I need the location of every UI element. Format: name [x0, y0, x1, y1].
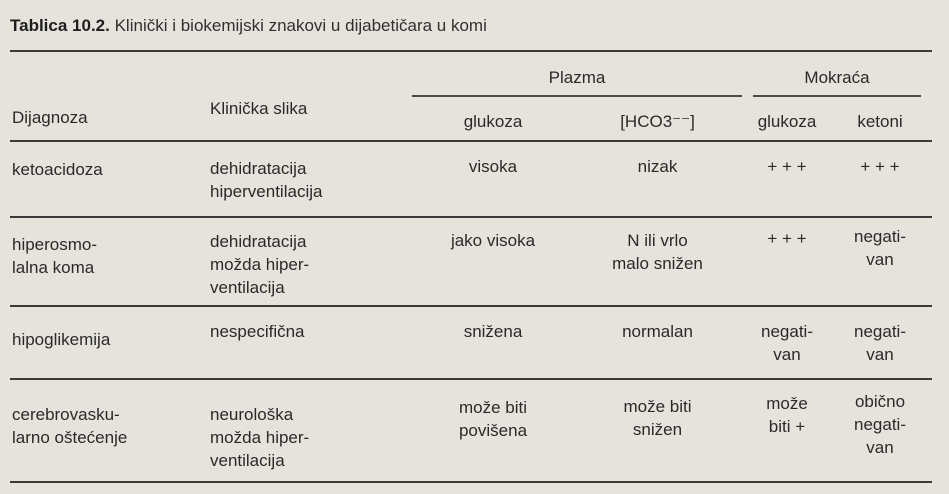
row-3-ketoni: negati- van	[854, 322, 906, 364]
row-2-hco3: N ili vrlo malo snižen	[612, 231, 703, 273]
header-group-mokraca: Mokraća	[804, 68, 870, 87]
header-col-hco3: [HCO3⁻⁻]	[620, 112, 695, 131]
row-2-ketoni: negati- van	[854, 227, 906, 269]
header-group-plazma: Plazma	[548, 68, 606, 87]
row-1-ketoni: + + +	[860, 157, 900, 176]
mokraca-group-rule	[753, 95, 921, 97]
row-1-hco3: nizak	[637, 157, 678, 176]
header-col-ketoni: ketoni	[857, 112, 903, 131]
row-1-dijagnoza: ketoacidoza	[12, 160, 103, 179]
row-4-dijagnoza: cerebrovasku- larno oštećenje	[12, 405, 128, 447]
row-rule-2	[10, 305, 932, 307]
table-bottom-rule	[10, 481, 932, 483]
table-caption-text: Klinički i biokemijski znakovi u dijabetičara u komi	[114, 16, 487, 35]
row-3-hco3: normalan	[622, 322, 693, 341]
row-1-glukoza-mokraca: + + +	[767, 157, 807, 176]
row-1-glukoza-plazma: visoka	[468, 157, 518, 176]
header-col-glukoza-mokraca: glukoza	[757, 112, 817, 131]
row-4-klinicka: neurološka možda hiper- ventilacija	[210, 405, 310, 470]
row-3-glukoza-mokraca: negati- van	[761, 322, 813, 364]
header-col-klinicka: Klinička slika	[210, 99, 308, 118]
row-4-glukoza-mokraca: može biti +	[766, 394, 808, 436]
row-4-ketoni: obično negati- van	[854, 392, 906, 457]
row-3-glukoza-plazma: snižena	[463, 322, 523, 341]
plazma-group-rule	[412, 95, 742, 97]
row-4-glukoza-plazma: može biti povišena	[458, 398, 528, 440]
header-col-glukoza-plazma: glukoza	[463, 112, 523, 131]
row-2-glukoza-plazma: jako visoka	[450, 231, 536, 250]
table-caption	[10, 16, 487, 36]
row-2-dijagnoza: hiperosmo- lalna koma	[12, 235, 98, 277]
row-3-klinicka: nespecifična	[210, 322, 305, 341]
row-3-dijagnoza: hipoglikemija	[12, 330, 111, 349]
table-caption-label: Tablica 10.2.	[10, 16, 110, 35]
row-1-klinicka: dehidratacija hiperventilacija	[210, 159, 323, 201]
row-rule-1	[10, 216, 932, 218]
table-top-rule	[10, 50, 932, 52]
header-bottom-rule	[10, 140, 932, 142]
row-4-hco3: može biti snižen	[623, 397, 692, 439]
header-col-dijagnoza: Dijagnoza	[12, 108, 88, 127]
row-2-klinicka: dehidratacija možda hiper- ventilacija	[210, 232, 310, 297]
row-rule-3	[10, 378, 932, 380]
row-2-glukoza-mokraca: + + +	[767, 229, 807, 248]
